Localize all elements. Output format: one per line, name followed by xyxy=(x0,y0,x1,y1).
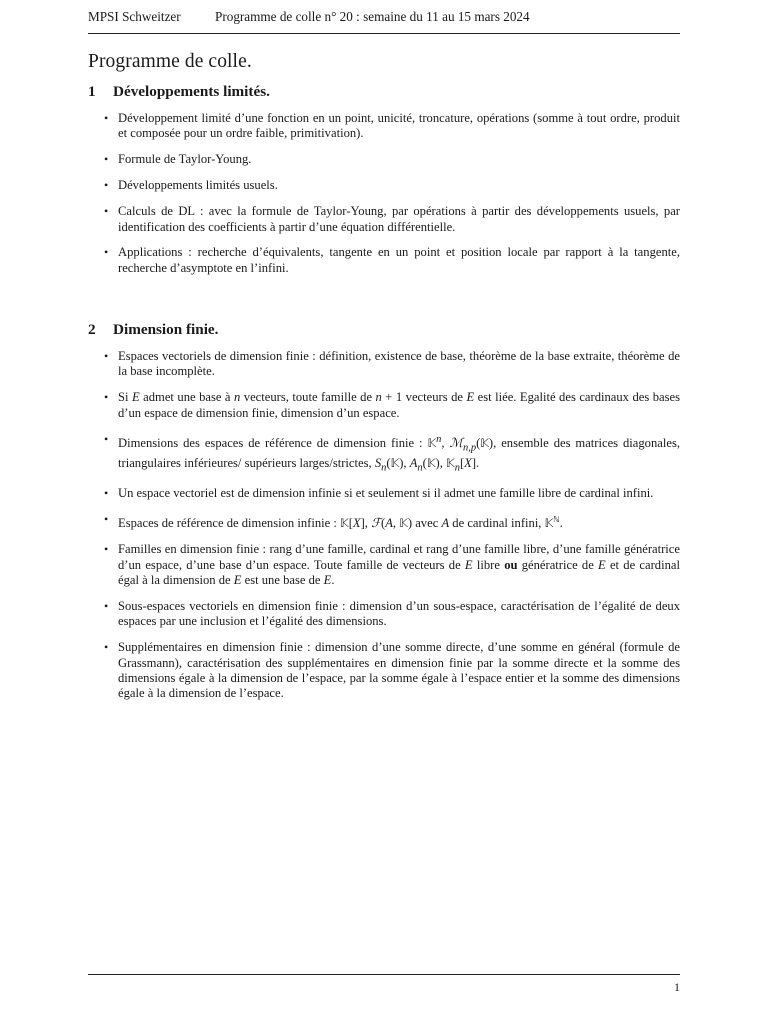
item-list xyxy=(88,349,680,702)
item-text: Si E admet une base à n vecteurs, toute famille de n + 1 vecteurs de E est liée. Egalité des cardinaux des bases d’un espace de dimension finie, dimension d’un espace. xyxy=(118,390,680,420)
item-text: Familles en dimension finie : rang d’une famille, cardinal et rang d’une famille libre, d’une famille génératrice d’un espace, d’une base d’un espace. Toute famille de vecteurs de E libre ou génératrice de E et de cardinal égal à la dimension de E est une base de E. xyxy=(118,542,680,587)
list-item xyxy=(88,390,680,421)
section-title: Développements limités. xyxy=(113,83,270,100)
list-item xyxy=(88,542,680,588)
bullet-icon: • xyxy=(104,640,109,655)
bullet-icon: • xyxy=(104,431,109,446)
bullet-icon: • xyxy=(104,390,109,405)
header-course: MPSI Schweitzer xyxy=(88,9,181,24)
item-text: Sous-espaces vectoriels en dimension finie : dimension d’un sous-espace, caractérisation de l’égalité de deux espaces par une inclusion et l’égalité des dimensions. xyxy=(118,598,680,629)
section-title: Dimension finie. xyxy=(113,321,219,338)
bullet-icon: • xyxy=(104,486,109,501)
item-list xyxy=(88,111,680,276)
list-item xyxy=(88,178,680,193)
item-text: Un espace vectoriel est de dimension infinie si et seulement si il admet une famille libre de cardinal infini. xyxy=(118,486,654,501)
bullet-icon: • xyxy=(104,512,109,527)
section-dimension-finie xyxy=(88,321,680,712)
header-title: Programme de colle n° 20 : semaine du 11 au 15 mars 2024 xyxy=(215,9,530,24)
item-text: Développement limité d’une fonction en un point, unicité, troncature, opérations (somme à tout ordre, produit et composée pour un ordre faible, primitivation). xyxy=(118,111,680,141)
item-text: Applications : recherche d’équivalents, tangente en un point et position locale par rapport à la tangente, recherche d’asymptote en l’infini. xyxy=(118,245,680,275)
section-number: 1 xyxy=(88,83,96,100)
list-item xyxy=(88,111,680,142)
bullet-icon: • xyxy=(104,349,109,363)
bullet-icon: • xyxy=(104,542,109,557)
list-item xyxy=(88,245,680,276)
list-item xyxy=(88,512,680,532)
section-heading xyxy=(88,321,680,341)
list-item xyxy=(88,204,680,235)
bullet-icon: • xyxy=(104,152,109,167)
footer-rule xyxy=(88,974,680,975)
bullet-icon: • xyxy=(104,204,109,219)
bullet-icon: • xyxy=(104,178,109,193)
bullet-icon: • xyxy=(104,245,109,260)
list-item xyxy=(88,599,680,630)
item-text: Espaces de référence de dimension infinie : 𝕂[X], ℱ(A, 𝕂) avec A de cardinal infini, 𝕂$^ℕ$. xyxy=(118,515,563,531)
document-title: Programme de colle. xyxy=(88,51,252,72)
list-item xyxy=(88,432,680,476)
item-text: Espaces vectoriels de dimension finie : définition, existence de base, théorème de la base extraite, théorème de la base incomplète. xyxy=(118,349,680,379)
item-text: Développements limités usuels. xyxy=(118,178,278,193)
section-number: 2 xyxy=(88,321,96,338)
list-item xyxy=(88,152,680,167)
list-item xyxy=(88,486,680,501)
bullet-icon: • xyxy=(104,111,109,125)
item-text: Calculs de DL : avec la formule de Taylor-Young, par opérations à partir des développements usuels, par identification des coefficients à partir d’une équation différentielle. xyxy=(118,204,680,234)
bullet-icon: • xyxy=(104,598,109,613)
section-developpements-limites xyxy=(88,83,680,287)
item-text: Supplémentaires en dimension finie : dimension d’une somme directe, d’une somme en général (formule de Grassmann), caractérisation des supplémentaires en dimension finie par la somme directe et la somme des dimensions égale à la dimension de l’espace, par la somme égale à l’espace entier et la somme des dimensions égale à la dimension de l’espace. xyxy=(118,640,680,701)
item-text: Formule de Taylor-Young. xyxy=(118,152,252,167)
list-item xyxy=(88,640,680,702)
page-number: 1 xyxy=(674,980,680,994)
section-heading xyxy=(88,83,680,103)
running-header xyxy=(88,9,680,34)
item-text: Dimensions des espaces de référence de dimension finie : 𝕂$^n$, ℳ$_{n,p}$(𝕂), ensemble des matrices diagonales, triangulaires inférieures/ supérieurs larges/strictes, $S_n(𝕂)$, $A_n(𝕂)$, 𝕂$_n$[X]. xyxy=(118,433,681,474)
list-item xyxy=(88,349,680,380)
